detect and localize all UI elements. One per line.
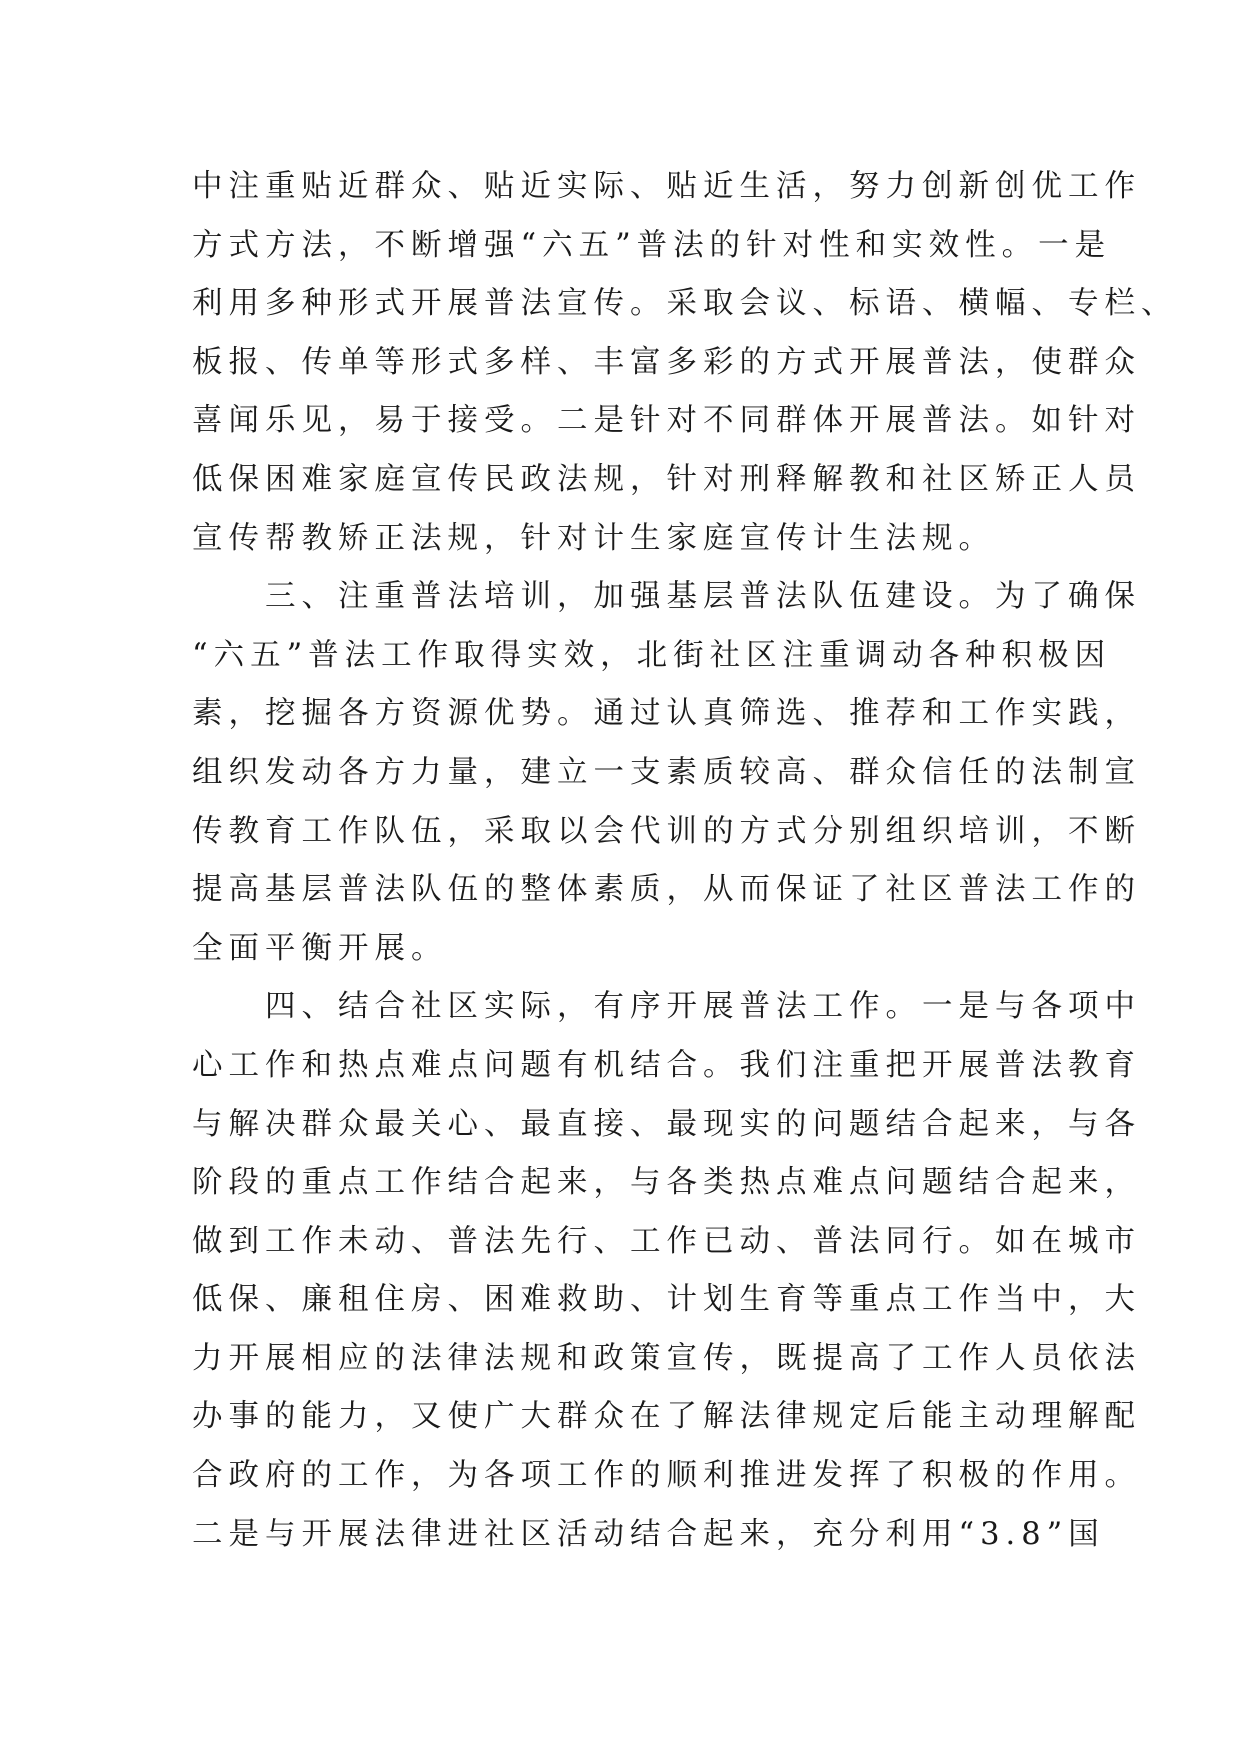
text-line: 传教育工作队伍，采取以会代训的方式分别组织培训，不断 [192, 813, 1141, 849]
body-text [192, 158, 1178, 1564]
text-line: 心工作和热点难点问题有机结合。我们注重把开展普法教育 [192, 1047, 1141, 1083]
text-line: 低保、廉租住房、困难救助、计划生育等重点工作当中，大 [192, 1282, 1141, 1318]
text-line: 阶段的重点工作结合起来，与各类热点难点问题结合起来， [192, 1165, 1141, 1201]
text-line: 提高基层普法队伍的整体素质，从而保证了社区普法工作的 [192, 872, 1141, 908]
text-line: 中注重贴近群众、贴近实际、贴近生活，努力创新创优工作 [192, 169, 1141, 204]
text-line: 板报、传单等形式多样、丰富多彩的方式开展普法，使群众 [192, 344, 1141, 380]
text-line: 组织发动各方力量，建立一支素质较高、群众信任的法制宣 [192, 754, 1141, 790]
text-line: 力开展相应的法律法规和政策宣传，既提高了工作人员依法 [192, 1340, 1141, 1376]
text-line: 二是与开展法律进社区活动结合起来，充分利用“3.8”国 [192, 1516, 1105, 1552]
text-line: 低保困难家庭宣传民政法规，针对刑释解教和社区矫正人员 [192, 461, 1141, 497]
text-line: 喜闻乐见，易于接受。二是针对不同群体开展普法。如针对 [192, 403, 1141, 439]
text-line: 素，挖掘各方资源优势。通过认真筛选、推荐和工作实践， [192, 696, 1141, 732]
text-line: 利用多种形式开展普法宣传。采取会议、标语、横幅、专栏、 [192, 286, 1178, 322]
text-line: 全面平衡开展。 [192, 930, 448, 966]
text-line: 宣传帮教矫正法规，针对计生家庭宣传计生法规。 [192, 520, 995, 556]
paragraph-start-line: 三、注重普法培训，加强基层普法队伍建设。为了确保 [192, 579, 1141, 615]
text-line: “六五”普法工作取得实效，北街社区注重调动各种积极因 [192, 637, 1112, 673]
text-line: 方式方法，不断增强“六五”普法的针对性和实效性。一是 [192, 227, 1112, 263]
text-line: 与解决群众最关心、最直接、最现实的问题结合起来，与各 [192, 1106, 1141, 1142]
text-line: 合政府的工作，为各项工作的顺利推进发挥了积极的作用。 [192, 1458, 1141, 1494]
text-line: 办事的能力，又使广大群众在了解法律规定后能主动理解配 [192, 1399, 1141, 1435]
text-line: 做到工作未动、普法先行、工作已动、普法同行。如在城市 [192, 1223, 1141, 1259]
paragraph-start-line: 四、结合社区实际，有序开展普法工作。一是与各项中 [192, 989, 1141, 1025]
